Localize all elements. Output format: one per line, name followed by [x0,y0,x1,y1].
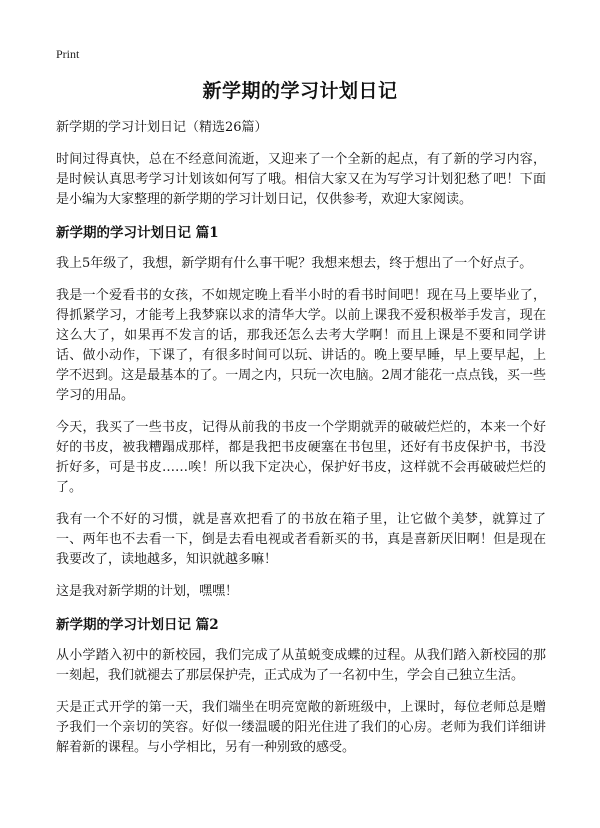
article-subtitle: 新学期的学习计划日记（精选26篇） [56,120,268,135]
section-1-paragraph: 这是我对新学期的计划，嘿嘿！ [56,584,239,599]
page-title: 新学期的学习计划日记 [202,80,398,102]
section-heading-1: 新学期的学习计划日记 篇1 [56,225,219,241]
article-body [56,118,546,770]
section-1-paragraph: 我上5年级了，我想，新学期有什么事干呢？我想来想去，终于想出了一个好点子。 [56,256,533,271]
section-heading-2: 新学期的学习计划日记 篇2 [56,617,219,633]
section-1-paragraph: 今天，我买了一些书皮，记得从前我的书皮一个学期就弄的破破烂烂的，本来一个好好的书皮，被我糟蹋成那样，都是我把书皮硬塞在书包里，还好有书皮保护书，书没折好多，可是书皮……唉！所以我下定决心，保护好书皮，这样就不会再破破烂烂的了。 [56,420,546,495]
section-2-paragraph: 天是正式开学的第一天，我们端坐在明亮宽敞的新班级中，上课时，每位老师总是赠予我们一个亲切的笑容。好似一缕温暖的阳光住进了我们的心房。老师为我们详细讲解着新的课程。与小学相比，另有一种别致的感受。 [56,700,546,755]
section-1-paragraph: 我有一个不好的习惯，就是喜欢把看了的书放在箱子里，让它做个美梦，就算过了一、两年也不去看一下，倒是去看电视或者看新买的书，真是喜新厌旧啊！但是现在我要改了，读地越多，知识就越多嘛！ [56,512,546,567]
section-2-paragraph: 从小学踏入初中的新校园，我们完成了从茧蜕变成蝶的过程。从我们踏入新校园的那一刻起，我们就褪去了那层保护壳，正式成为了一名初中生，学会自己独立生活。 [56,648,546,683]
section-1-paragraph: 我是一个爱看书的女孩，不如规定晚上看半小时的看书时间吧！现在马上要毕业了，得抓紧学习，才能考上我梦寐以求的清华大学。以前上课我不爱积极举手发言，现在这么大了，如果再不发言的话，那我还怎么去考大学啊！而且上课是不要和同学讲话、做小动作，下课了，有很多时间可以玩、讲话的。晚上要早睡，早上要早起，上学不迟到。这是最基本的了。一周之内，只玩一次电脑。2周才能花一点点钱，买一些学习的用品。 [56,288,546,403]
intro-paragraph: 时间过得真快，总在不经意间流逝，又迎来了一个全新的起点，有了新的学习内容，是时候认真思考学习计划该如何写了哦。相信大家又在为写学习计划犯愁了吧！下面是小编为大家整理的新学期的学习计划日记，仅供参考，欢迎大家阅读。 [56,152,546,207]
print-link[interactable]: Print [56,47,80,61]
